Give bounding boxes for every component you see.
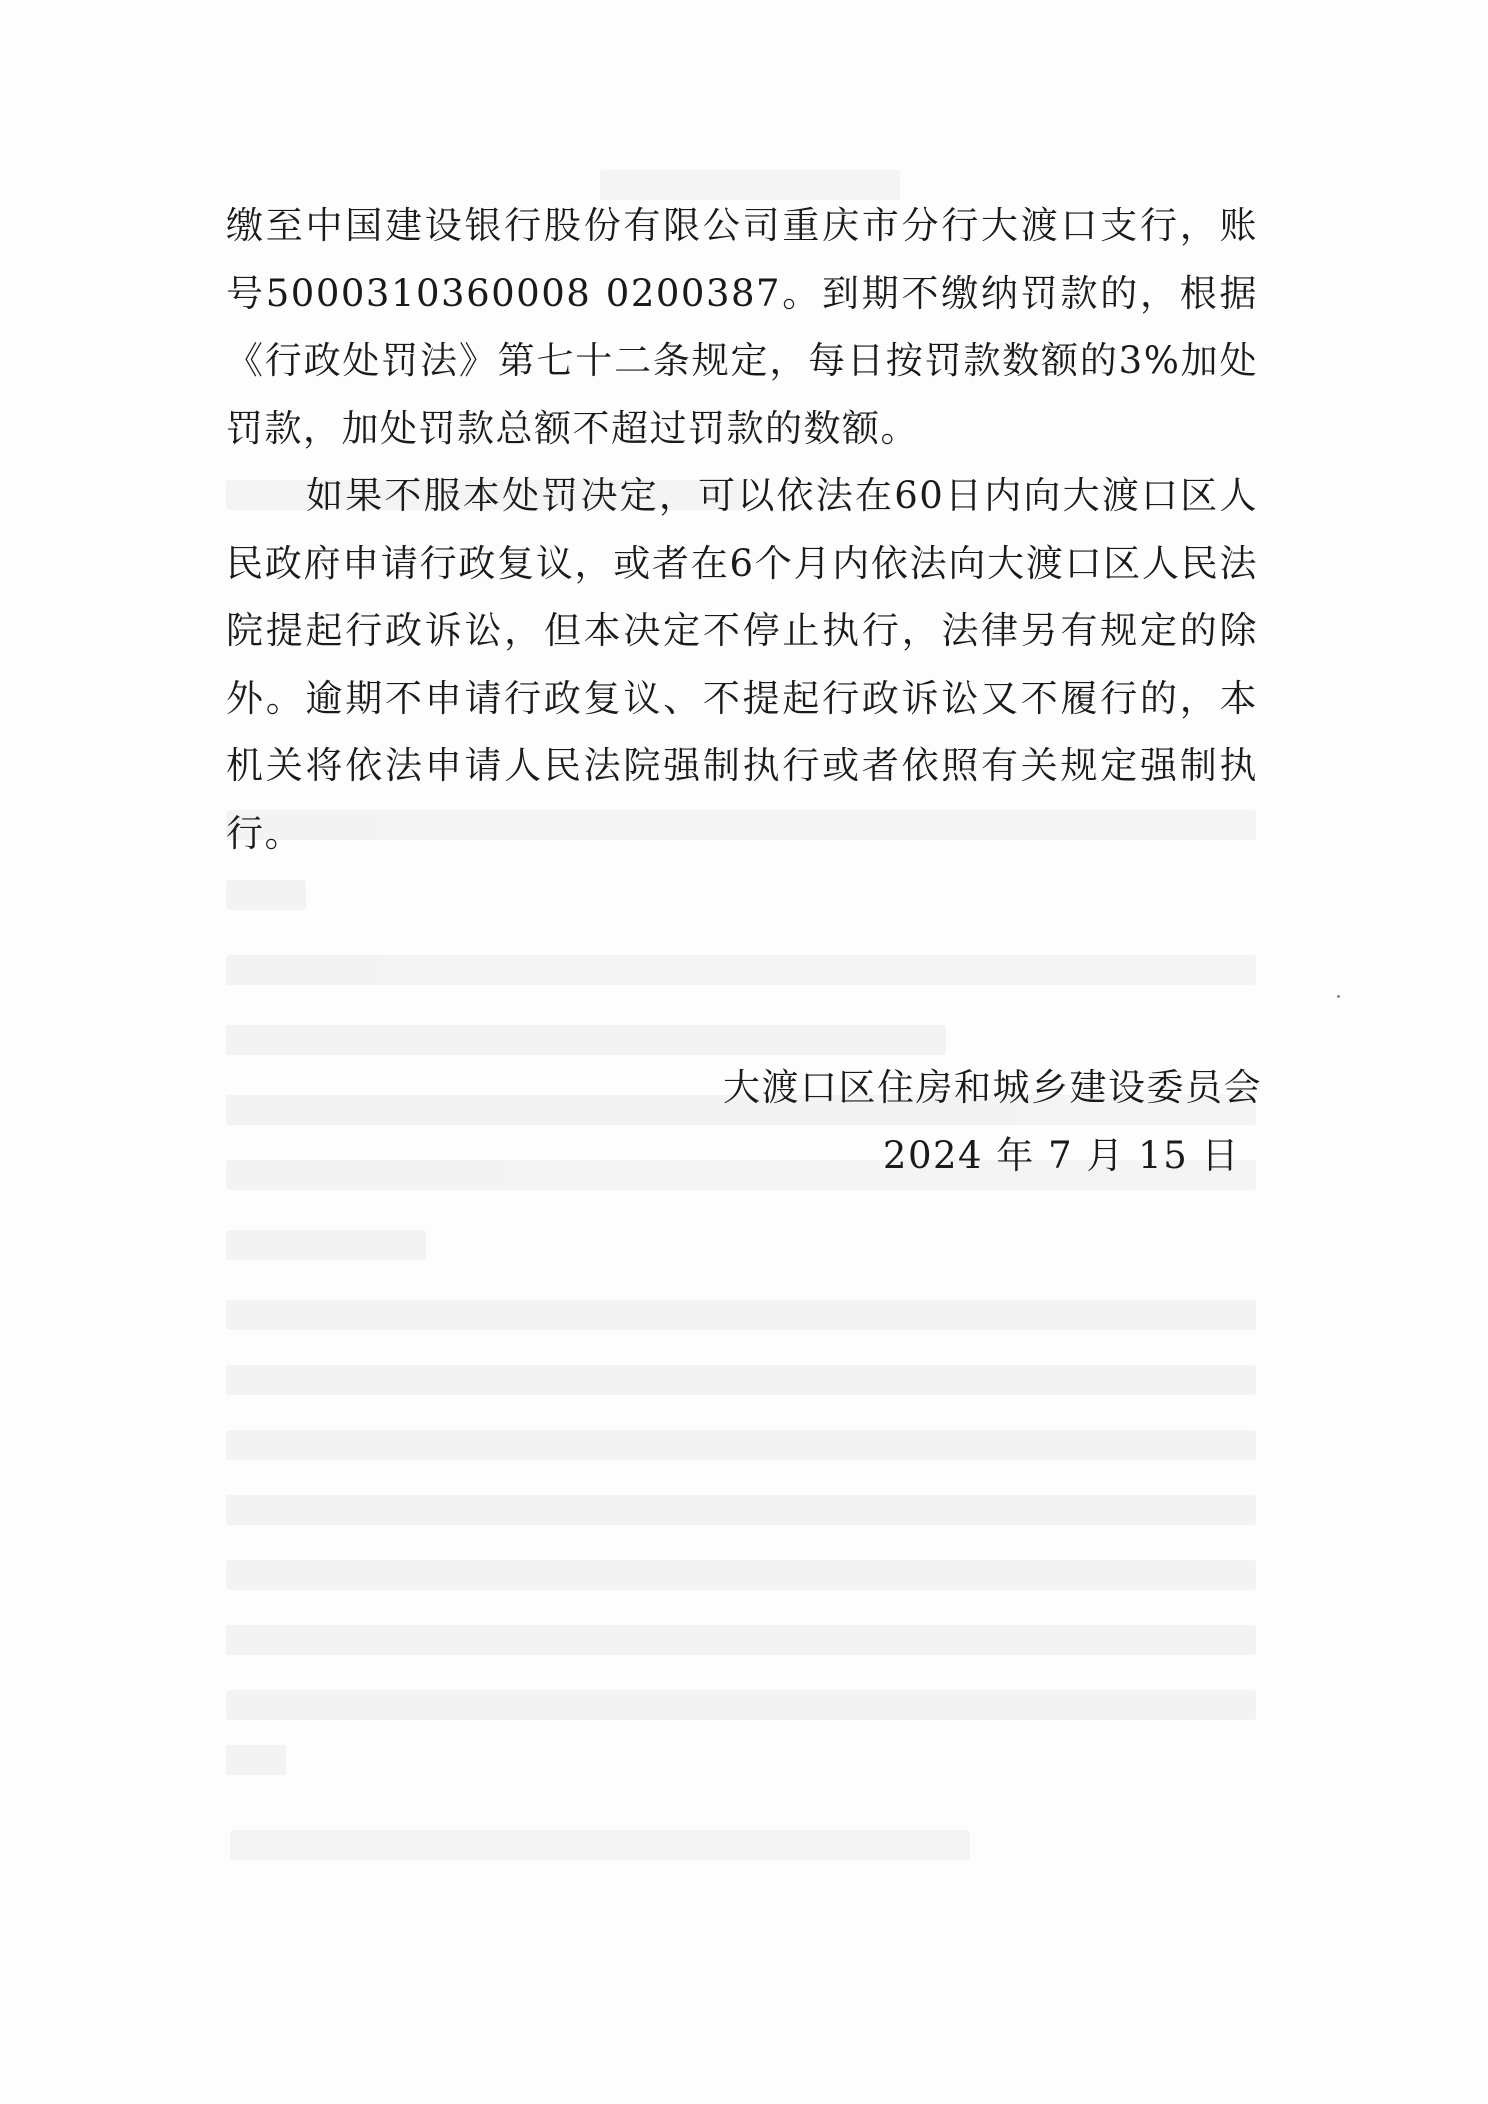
signature-block [723, 1054, 1262, 1189]
document-body [226, 192, 1258, 867]
issue-date: 2024 年 7 月 15 日 [882, 1133, 1240, 1177]
paragraph-payment-terms: 缴至中国建设银行股份有限公司重庆市分行大渡口支行，账号5000310360008 0200387。到期不缴纳罚款的，根据《行政处罚法》第七十二条规定，每日按罚款数额的3%加处罚款，加处罚款总额不超过罚款的数额。 [226, 204, 1258, 450]
scan-speck [1337, 995, 1340, 998]
paragraph-appeal-rights: 如果不服本处罚决定，可以依法在60日内向大渡口区人民政府申请行政复议，或者在6个月内依法向大渡口区人民法院提起行政诉讼，但本决定不停止执行，法律另有规定的除外。逾期不申请行政复议、不提起行政诉讼又不履行的，本机关将依法申请人民法院强制执行或者依照有关规定强制执行。 [226, 474, 1258, 855]
issuing-authority: 大渡口区住房和城乡建设委员会 [723, 1066, 1262, 1109]
